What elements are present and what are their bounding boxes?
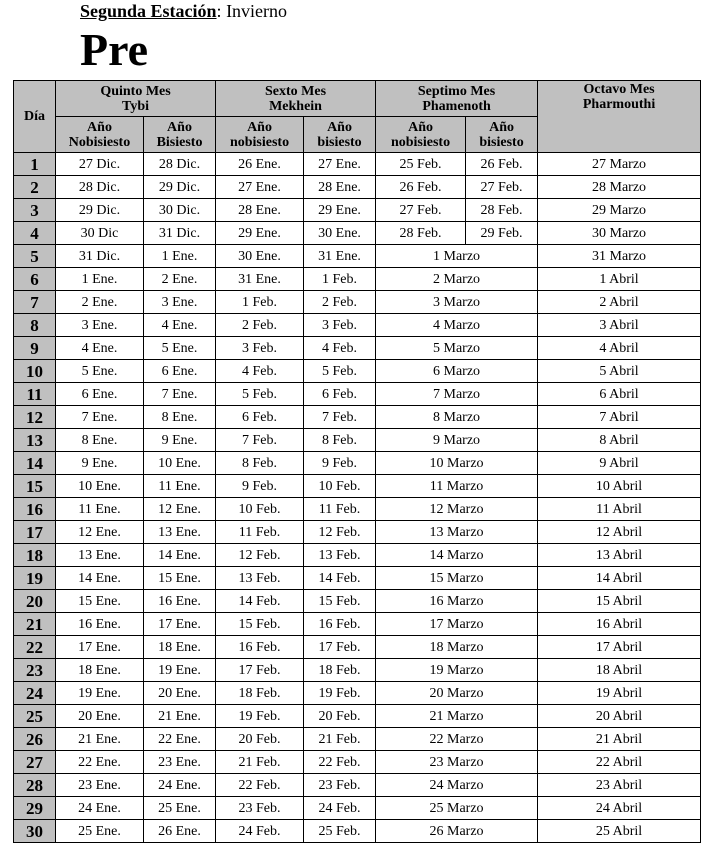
date-cell: 2 Ene.	[56, 291, 144, 314]
date-cell: 11 Feb.	[216, 521, 304, 544]
table-row	[14, 245, 701, 268]
date-cell: 21 Ene.	[56, 728, 144, 751]
table-row	[14, 705, 701, 728]
group-header	[376, 81, 538, 117]
date-cell: 19 Marzo	[376, 659, 538, 682]
date-cell: 3 Abril	[538, 314, 701, 337]
date-cell: 9 Ene.	[56, 452, 144, 475]
table-row	[14, 360, 701, 383]
date-cell: 28 Feb.	[466, 199, 538, 222]
dia-cell: 25	[14, 705, 56, 728]
group-header-line2: Mekhein	[269, 98, 322, 114]
date-cell: 7 Feb.	[304, 406, 376, 429]
date-cell: 18 Ene.	[56, 659, 144, 682]
subheader-line2: nobisiesto	[390, 134, 451, 150]
date-cell: 19 Feb.	[304, 682, 376, 705]
date-cell: 28 Ene.	[216, 199, 304, 222]
date-cell: 5 Ene.	[56, 360, 144, 383]
table-row	[14, 199, 701, 222]
date-cell: 6 Ene.	[144, 360, 216, 383]
subheader-line1: Año	[167, 119, 192, 135]
date-cell: 9 Ene.	[144, 429, 216, 452]
date-cell: 21 Feb.	[304, 728, 376, 751]
date-cell: 27 Feb.	[466, 176, 538, 199]
date-cell: 17 Feb.	[304, 636, 376, 659]
date-cell: 12 Ene.	[56, 521, 144, 544]
date-cell: 26 Ene.	[216, 153, 304, 176]
subheader-line1: Año	[408, 119, 433, 135]
date-cell: 29 Feb.	[466, 222, 538, 245]
date-cell: 12 Feb.	[304, 521, 376, 544]
table-row	[14, 429, 701, 452]
date-cell: 23 Feb.	[304, 774, 376, 797]
dia-cell: 9	[14, 337, 56, 360]
dia-cell: 14	[14, 452, 56, 475]
table-row	[14, 659, 701, 682]
date-cell: 18 Feb.	[304, 659, 376, 682]
date-cell: 25 Abril	[538, 820, 701, 843]
date-cell: 20 Abril	[538, 705, 701, 728]
date-cell: 10 Ene.	[144, 452, 216, 475]
date-cell: 21 Feb.	[216, 751, 304, 774]
date-cell: 15 Marzo	[376, 567, 538, 590]
date-cell: 14 Feb.	[216, 590, 304, 613]
date-cell: 30 Marzo	[538, 222, 701, 245]
group-header	[216, 81, 376, 117]
date-cell: 22 Ene.	[144, 728, 216, 751]
date-cell: 15 Feb.	[304, 590, 376, 613]
date-cell: 7 Abril	[538, 406, 701, 429]
date-cell: 15 Feb.	[216, 613, 304, 636]
date-cell: 25 Ene.	[144, 797, 216, 820]
date-cell: 14 Ene.	[144, 544, 216, 567]
table-row	[14, 613, 701, 636]
date-cell: 18 Abril	[538, 659, 701, 682]
date-cell: 24 Ene.	[144, 774, 216, 797]
date-cell: 22 Feb.	[216, 774, 304, 797]
subheader-line2: bisiesto	[317, 134, 362, 150]
date-cell: 2 Ene.	[144, 268, 216, 291]
page-title: Pre	[80, 24, 149, 75]
table-row	[14, 383, 701, 406]
date-cell: 28 Dic.	[144, 153, 216, 176]
season-label: Segunda Estación	[80, 1, 217, 21]
date-cell: 19 Feb.	[216, 705, 304, 728]
date-cell: 8 Marzo	[376, 406, 538, 429]
table-row	[14, 153, 701, 176]
table-row	[14, 268, 701, 291]
date-cell: 14 Feb.	[304, 567, 376, 590]
season-colon: :	[216, 1, 222, 21]
date-cell: 20 Ene.	[56, 705, 144, 728]
date-cell: 19 Ene.	[144, 659, 216, 682]
date-cell: 19 Abril	[538, 682, 701, 705]
date-cell: 18 Feb.	[216, 682, 304, 705]
date-cell: 17 Ene.	[144, 613, 216, 636]
group-header-line2: Phamenoth	[422, 98, 491, 114]
date-cell: 28 Ene.	[304, 176, 376, 199]
date-cell: 26 Feb.	[376, 176, 466, 199]
date-cell: 24 Feb.	[216, 820, 304, 843]
date-cell: 7 Ene.	[56, 406, 144, 429]
date-cell: 1 Ene.	[144, 245, 216, 268]
dia-cell: 19	[14, 567, 56, 590]
date-cell: 8 Feb.	[304, 429, 376, 452]
dia-cell: 16	[14, 498, 56, 521]
date-cell: 22 Abril	[538, 751, 701, 774]
date-cell: 3 Feb.	[216, 337, 304, 360]
date-cell: 28 Marzo	[538, 176, 701, 199]
table-row	[14, 337, 701, 360]
dia-cell: 13	[14, 429, 56, 452]
date-cell: 26 Ene.	[144, 820, 216, 843]
subheader-line2: bisiesto	[479, 134, 524, 150]
date-cell: 20 Feb.	[216, 728, 304, 751]
date-cell: 15 Abril	[538, 590, 701, 613]
date-cell: 2 Abril	[538, 291, 701, 314]
date-cell: 17 Feb.	[216, 659, 304, 682]
date-cell: 29 Dic.	[56, 199, 144, 222]
dia-cell: 23	[14, 659, 56, 682]
date-cell: 27 Ene.	[304, 153, 376, 176]
table-row	[14, 406, 701, 429]
date-cell: 6 Feb.	[304, 383, 376, 406]
date-cell: 27 Dic.	[56, 153, 144, 176]
date-cell: 8 Abril	[538, 429, 701, 452]
date-cell: 20 Feb.	[304, 705, 376, 728]
dia-cell: 17	[14, 521, 56, 544]
date-cell: 5 Feb.	[304, 360, 376, 383]
date-cell: 26 Marzo	[376, 820, 538, 843]
year-subheader	[216, 117, 304, 153]
date-cell: 20 Ene.	[144, 682, 216, 705]
date-cell: 21 Ene.	[144, 705, 216, 728]
date-cell: 11 Abril	[538, 498, 701, 521]
table-row	[14, 498, 701, 521]
date-cell: 7 Marzo	[376, 383, 538, 406]
date-cell: 2 Feb.	[304, 291, 376, 314]
dia-cell: 5	[14, 245, 56, 268]
date-cell: 13 Ene.	[144, 521, 216, 544]
date-cell: 22 Marzo	[376, 728, 538, 751]
subheader-line1: Año	[327, 119, 352, 135]
table-row	[14, 452, 701, 475]
subheader-line2: Nobisiesto	[68, 134, 131, 150]
group-header	[56, 81, 216, 117]
date-cell: 29 Ene.	[304, 199, 376, 222]
date-cell: 15 Ene.	[144, 567, 216, 590]
date-cell: 30 Ene.	[216, 245, 304, 268]
table-row	[14, 682, 701, 705]
group-header-line1: Sexto Mes	[265, 83, 327, 99]
date-cell: 16 Ene.	[144, 590, 216, 613]
date-cell: 31 Dic.	[144, 222, 216, 245]
date-cell: 10 Feb.	[304, 475, 376, 498]
date-cell: 31 Marzo	[538, 245, 701, 268]
date-cell: 24 Ene.	[56, 797, 144, 820]
date-cell: 9 Feb.	[304, 452, 376, 475]
date-cell: 6 Ene.	[56, 383, 144, 406]
date-cell: 2 Marzo	[376, 268, 538, 291]
date-cell: 25 Feb.	[376, 153, 466, 176]
date-cell: 11 Marzo	[376, 475, 538, 498]
year-subheader	[56, 117, 144, 153]
subheader-line2: Bisiesto	[156, 134, 203, 150]
group-header	[538, 81, 701, 153]
date-cell: 31 Dic.	[56, 245, 144, 268]
date-cell: 28 Dic.	[56, 176, 144, 199]
dia-cell: 21	[14, 613, 56, 636]
date-cell: 8 Ene.	[144, 406, 216, 429]
date-cell: 1 Abril	[538, 268, 701, 291]
table-row	[14, 314, 701, 337]
date-cell: 23 Abril	[538, 774, 701, 797]
table-row	[14, 544, 701, 567]
dia-cell: 8	[14, 314, 56, 337]
date-cell: 13 Ene.	[56, 544, 144, 567]
dia-cell: 4	[14, 222, 56, 245]
dia-cell: 12	[14, 406, 56, 429]
date-cell: 24 Feb.	[304, 797, 376, 820]
date-cell: 30 Ene.	[304, 222, 376, 245]
date-cell: 21 Marzo	[376, 705, 538, 728]
dia-header: Día	[14, 81, 56, 153]
date-cell: 16 Abril	[538, 613, 701, 636]
table-row	[14, 590, 701, 613]
dia-cell: 27	[14, 751, 56, 774]
date-cell: 13 Marzo	[376, 521, 538, 544]
year-subheader	[466, 117, 538, 153]
date-cell: 7 Feb.	[216, 429, 304, 452]
dia-cell: 18	[14, 544, 56, 567]
date-cell: 5 Feb.	[216, 383, 304, 406]
dia-cell: 20	[14, 590, 56, 613]
table-row	[14, 797, 701, 820]
date-cell: 16 Marzo	[376, 590, 538, 613]
dia-cell: 26	[14, 728, 56, 751]
date-cell: 4 Feb.	[216, 360, 304, 383]
group-header-line1: Octavo Mes	[583, 82, 655, 97]
date-cell: 8 Ene.	[56, 429, 144, 452]
date-cell: 4 Ene.	[144, 314, 216, 337]
date-cell: 17 Ene.	[56, 636, 144, 659]
date-cell: 14 Abril	[538, 567, 701, 590]
date-cell: 25 Feb.	[304, 820, 376, 843]
table-row	[14, 291, 701, 314]
date-cell: 27 Marzo	[538, 153, 701, 176]
date-cell: 29 Ene.	[216, 222, 304, 245]
group-header-line1: Septimo Mes	[417, 83, 496, 99]
date-cell: 18 Marzo	[376, 636, 538, 659]
season-heading	[80, 0, 287, 22]
date-cell: 3 Marzo	[376, 291, 538, 314]
dia-cell: 24	[14, 682, 56, 705]
year-subheader	[376, 117, 466, 153]
date-cell: 24 Marzo	[376, 774, 538, 797]
date-cell: 12 Abril	[538, 521, 701, 544]
group-header-line1: Quinto Mes	[100, 83, 171, 99]
date-cell: 29 Dic.	[144, 176, 216, 199]
dia-cell: 2	[14, 176, 56, 199]
date-cell: 20 Marzo	[376, 682, 538, 705]
date-cell: 17 Abril	[538, 636, 701, 659]
date-cell: 16 Feb.	[216, 636, 304, 659]
subheader-line1: Año	[489, 119, 514, 135]
dia-cell: 6	[14, 268, 56, 291]
date-cell: 15 Ene.	[56, 590, 144, 613]
table-row	[14, 774, 701, 797]
date-cell: 1 Feb.	[216, 291, 304, 314]
date-cell: 13 Abril	[538, 544, 701, 567]
date-cell: 28 Feb.	[376, 222, 466, 245]
date-cell: 4 Marzo	[376, 314, 538, 337]
date-cell: 1 Feb.	[304, 268, 376, 291]
date-cell: 16 Ene.	[56, 613, 144, 636]
date-cell: 12 Ene.	[144, 498, 216, 521]
date-cell: 10 Marzo	[376, 452, 538, 475]
date-cell: 8 Feb.	[216, 452, 304, 475]
date-cell: 23 Marzo	[376, 751, 538, 774]
date-cell: 6 Abril	[538, 383, 701, 406]
date-cell: 13 Feb.	[304, 544, 376, 567]
date-cell: 1 Ene.	[56, 268, 144, 291]
table-row	[14, 222, 701, 245]
date-cell: 22 Feb.	[304, 751, 376, 774]
dia-cell: 28	[14, 774, 56, 797]
date-cell: 4 Abril	[538, 337, 701, 360]
subheader-line2: nobisiesto	[229, 134, 290, 150]
date-cell: 4 Ene.	[56, 337, 144, 360]
date-cell: 31 Ene.	[304, 245, 376, 268]
date-cell: 30 Dic.	[144, 199, 216, 222]
date-cell: 19 Ene.	[56, 682, 144, 705]
date-cell: 6 Marzo	[376, 360, 538, 383]
date-cell: 31 Ene.	[216, 268, 304, 291]
dia-cell: 10	[14, 360, 56, 383]
date-cell: 14 Ene.	[56, 567, 144, 590]
table-row	[14, 475, 701, 498]
date-cell: 21 Abril	[538, 728, 701, 751]
date-cell: 1 Marzo	[376, 245, 538, 268]
date-cell: 10 Ene.	[56, 475, 144, 498]
date-cell: 10 Feb.	[216, 498, 304, 521]
date-cell: 2 Feb.	[216, 314, 304, 337]
table-row	[14, 820, 701, 843]
date-cell: 25 Marzo	[376, 797, 538, 820]
date-cell: 12 Feb.	[216, 544, 304, 567]
date-cell: 5 Marzo	[376, 337, 538, 360]
date-cell: 27 Ene.	[216, 176, 304, 199]
dia-cell: 11	[14, 383, 56, 406]
date-cell: 3 Feb.	[304, 314, 376, 337]
dia-cell: 1	[14, 153, 56, 176]
subheader-line1: Año	[247, 119, 272, 135]
date-cell: 14 Marzo	[376, 544, 538, 567]
date-cell: 24 Abril	[538, 797, 701, 820]
date-cell: 17 Marzo	[376, 613, 538, 636]
date-cell: 22 Ene.	[56, 751, 144, 774]
date-cell: 16 Feb.	[304, 613, 376, 636]
table-row	[14, 521, 701, 544]
table-row	[14, 176, 701, 199]
date-cell: 29 Marzo	[538, 199, 701, 222]
date-cell: 23 Feb.	[216, 797, 304, 820]
date-cell: 27 Feb.	[376, 199, 466, 222]
dia-cell: 29	[14, 797, 56, 820]
group-header-line2: Pharmouthi	[582, 97, 656, 112]
date-cell: 23 Ene.	[56, 774, 144, 797]
date-cell: 7 Ene.	[144, 383, 216, 406]
date-cell: 9 Feb.	[216, 475, 304, 498]
dia-cell: 7	[14, 291, 56, 314]
table-row	[14, 751, 701, 774]
date-cell: 12 Marzo	[376, 498, 538, 521]
date-cell: 3 Ene.	[144, 291, 216, 314]
date-cell: 10 Abril	[538, 475, 701, 498]
date-cell: 23 Ene.	[144, 751, 216, 774]
dia-cell: 3	[14, 199, 56, 222]
dia-cell: 30	[14, 820, 56, 843]
calendar-table	[13, 80, 701, 843]
date-cell: 18 Ene.	[144, 636, 216, 659]
table-row	[14, 567, 701, 590]
date-cell: 11 Ene.	[144, 475, 216, 498]
date-cell: 9 Abril	[538, 452, 701, 475]
date-cell: 6 Feb.	[216, 406, 304, 429]
subheader-line1: Año	[87, 119, 112, 135]
date-cell: 11 Ene.	[56, 498, 144, 521]
date-cell: 25 Ene.	[56, 820, 144, 843]
year-subheader	[144, 117, 216, 153]
date-cell: 5 Abril	[538, 360, 701, 383]
dia-cell: 15	[14, 475, 56, 498]
date-cell: 9 Marzo	[376, 429, 538, 452]
table-row	[14, 636, 701, 659]
date-cell: 11 Feb.	[304, 498, 376, 521]
dia-cell: 22	[14, 636, 56, 659]
date-cell: 30 Dic	[56, 222, 144, 245]
date-cell: 3 Ene.	[56, 314, 144, 337]
group-header-line2: Tybi	[122, 98, 149, 114]
date-cell: 26 Feb.	[466, 153, 538, 176]
date-cell: 5 Ene.	[144, 337, 216, 360]
date-cell: 4 Feb.	[304, 337, 376, 360]
year-subheader	[304, 117, 376, 153]
table-row	[14, 728, 701, 751]
season-value: Invierno	[226, 1, 288, 21]
date-cell: 13 Feb.	[216, 567, 304, 590]
